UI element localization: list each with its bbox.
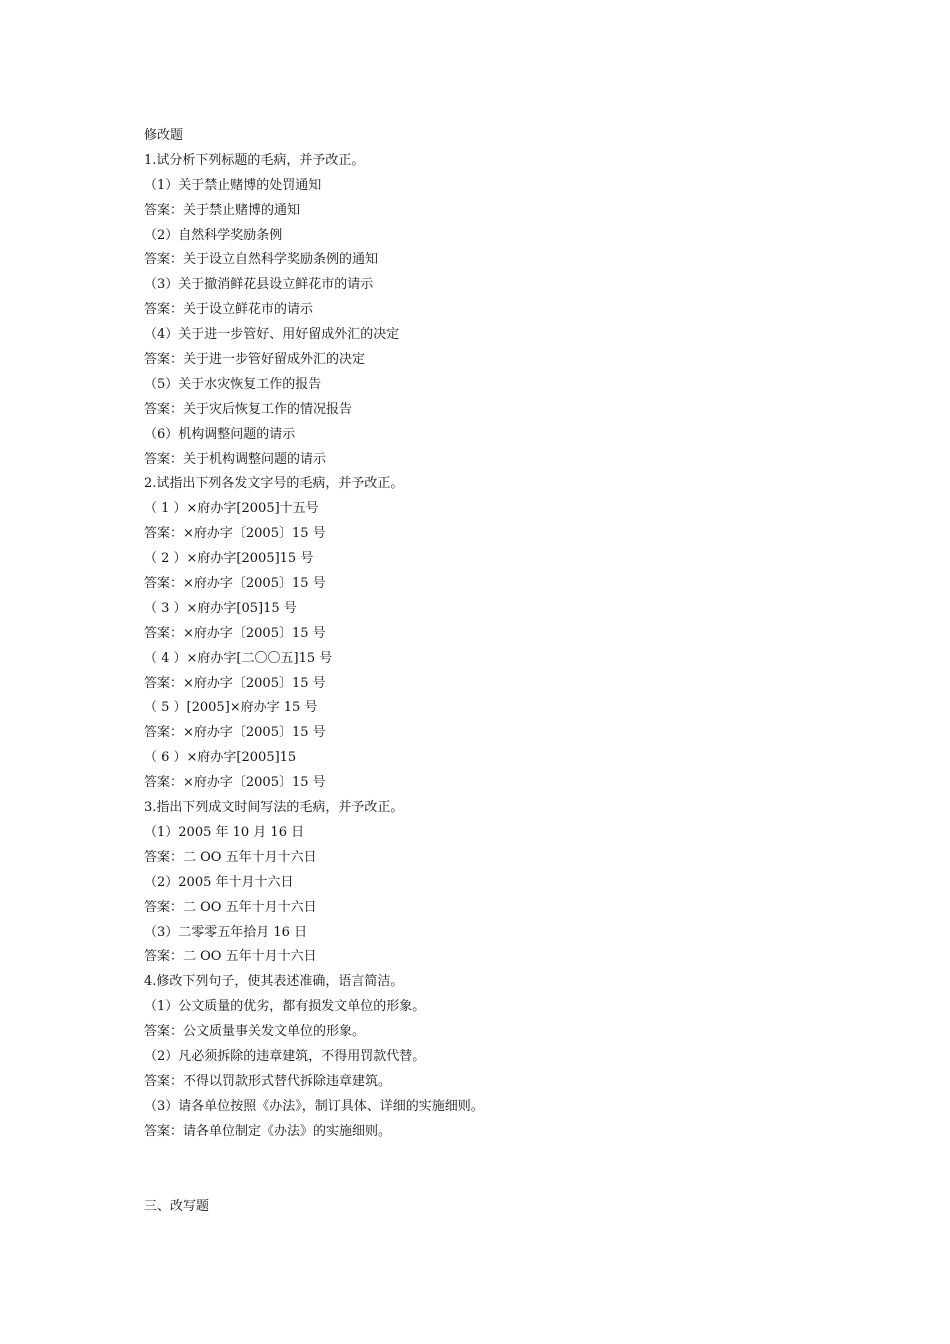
answer-line: 答案：×府办字〔2005〕15 号 (144, 775, 326, 791)
item-line: （5）关于水灾恢复工作的报告 (144, 376, 322, 392)
item-line: （3）请各单位按照《办法》，制订具体、详细的实施细则。 (144, 1098, 484, 1114)
section-heading: 三、改写题 (144, 1199, 210, 1214)
item-line: （2）凡必须拆除的违章建筑，不得用罚款代替。 (144, 1048, 426, 1064)
item-line: （1）2005 年 10 月 16 日 (144, 824, 305, 840)
answer-line: 答案：关于设立自然科学奖励条例的通知 (144, 252, 379, 268)
item-line: （3）关于撤消鲜花县设立鲜花市的请示 (144, 277, 374, 293)
answer-line: 答案：×府办字〔2005〕15 号 (144, 526, 326, 542)
answer-line: 答案：×府办字〔2005〕15 号 (144, 725, 326, 741)
item-line: （ 6 ）×府办字[2005]15 (144, 750, 297, 766)
document-body (144, 124, 844, 1145)
item-line: （1）公文质量的优劣，都有损发文单位的形象。 (144, 999, 426, 1015)
item-line: （2）2005 年十月十六日 (144, 874, 294, 890)
answer-line: 答案：×府办字〔2005〕15 号 (144, 576, 326, 592)
item-line: （ 1 ）×府办字[2005]十五号 (144, 501, 319, 517)
answer-line: 答案：公文质量事关发文单位的形象。 (144, 1024, 366, 1040)
answer-line: 答案：不得以罚款形式替代拆除违章建筑。 (144, 1073, 392, 1089)
answer-line: 答案：二 OO 五年十月十六日 (144, 899, 317, 915)
question-heading: 1.试分析下列标题的毛病，并予改正。 (144, 152, 365, 168)
answer-line: 答案：关于进一步管好留成外汇的决定 (144, 352, 366, 368)
item-line: （4）关于进一步管好、用好留成外汇的决定 (144, 327, 400, 343)
item-line: （2）自然科学奖励条例 (144, 227, 283, 243)
item-line: （ 5 ）[2005]×府办字 15 号 (144, 700, 318, 716)
answer-line: 答案：关于灾后恢复工作的情况报告 (144, 401, 353, 417)
item-line: （6）机构调整问题的请示 (144, 426, 296, 442)
answer-line: 答案：×府办字〔2005〕15 号 (144, 675, 326, 691)
document-title: 修改题 (144, 128, 184, 143)
item-line: （ 4 ）×府办字[二〇〇五]15 号 (144, 650, 333, 666)
answer-line: 答案：×府办字〔2005〕15 号 (144, 625, 326, 641)
item-line: （1）关于禁止赌博的处罚通知 (144, 177, 322, 193)
answer-line: 答案：请各单位制定《办法》的实施细则。 (144, 1123, 392, 1139)
question-heading: 4.修改下列句子，使其表述准确，语言简洁。 (144, 974, 404, 990)
answer-line: 答案：关于机构调整问题的请示 (144, 451, 327, 467)
answer-line: 答案：关于禁止赌博的通知 (144, 202, 301, 218)
item-line: （ 2 ）×府办字[2005]15 号 (144, 551, 314, 567)
answer-line: 答案：二 OO 五年十月十六日 (144, 949, 317, 965)
question-heading: 2.试指出下列各发文字号的毛病，并予改正。 (144, 476, 404, 492)
answer-line: 答案：二 OO 五年十月十六日 (144, 849, 317, 865)
question-heading: 3.指出下列成文时间写法的毛病，并予改正。 (144, 800, 404, 816)
section-heading-block (144, 1195, 844, 1220)
item-line: （ 3 ）×府办字[05]15 号 (144, 600, 297, 616)
item-line: （3）二零零五年拾月 16 日 (144, 924, 308, 940)
answer-line: 答案：关于设立鲜花市的请示 (144, 302, 314, 318)
